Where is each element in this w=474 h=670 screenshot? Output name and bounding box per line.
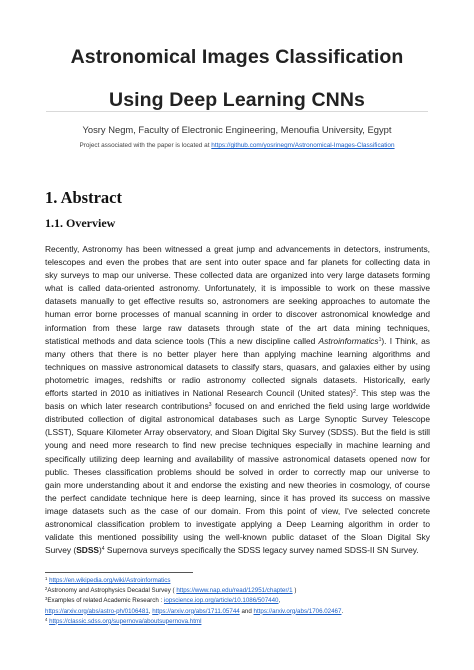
- footnote-number: 3: [45, 596, 48, 602]
- paragraph-line: [45, 335, 430, 348]
- footnote-link[interactable]: https://www.nap.edu/read/12951/chapter/1: [176, 587, 293, 595]
- footnote-link[interactable]: https://arxiv.org/abs/1706.02467: [253, 607, 342, 615]
- footnote-divider: [45, 572, 193, 573]
- paragraph-line: gain more understanding about it and endorse the existing and new theories in cosmology, of course: [45, 479, 430, 490]
- footnote-link[interactable]: https://arxiv.org/abs/astro-ph/0106481: [45, 607, 149, 615]
- paragraph-line: [45, 387, 430, 400]
- paragraph-line: human error borne processes of manual scanning in order to discover astronomical knowledge and: [45, 309, 430, 320]
- paragraph-line: Recently, Astronomy has been witnessed a great jump and advancements in detectors, instruments,: [45, 244, 430, 254]
- footnote-4: [45, 617, 445, 627]
- paragraph-line: validate this mentioned possibility using the well-known public dataset of the Sloan Digital Sky: [45, 532, 430, 543]
- footnote-number: 2: [45, 586, 48, 592]
- paragraph-text: efforts started in 2010 as initiatives in National Research Council (United states): [45, 388, 354, 399]
- paragraph-line: [45, 544, 430, 557]
- section-heading: 1. Abstract: [45, 188, 122, 207]
- footnote-ref[interactable]: 1: [378, 336, 382, 343]
- paragraph-line: [45, 400, 430, 413]
- paragraph-line: image datasets such as the case of our domain. From this point of view, I've selected concrete: [45, 505, 430, 516]
- paragraph-line: what is called data-oriented astronomy. Unfortunately, it is impossible to work on these massive: [45, 283, 430, 294]
- paragraph-text: Survey (: [45, 545, 77, 556]
- paragraph-text: ): [99, 545, 102, 556]
- project-note-text: Project associated with the paper is located at: [79, 142, 210, 149]
- paragraph-line: photometric images, redshifts or radio astronomy collected signals datasets. Historically, early: [45, 374, 430, 385]
- footnote-ref[interactable]: 4: [101, 546, 105, 553]
- sdss-term: SDSS: [76, 545, 99, 556]
- paragraph-line: techniques on massive astronomical datasets to classify stars, quasars, and galaxies either by using: [45, 361, 430, 372]
- footnote-1: [45, 576, 445, 586]
- paragraph-text: basis on which later research contributions: [45, 401, 209, 412]
- footnote-number: 1: [45, 576, 48, 581]
- footnote-text: Astronomy and Astrophysics Decadal Survey (: [47, 587, 175, 595]
- footnote-text: ): [294, 587, 297, 595]
- footnote-link[interactable]: https://classic.sdss.org/supernova/aboutsupernova.html: [49, 617, 202, 625]
- paragraph-line: specifically utilizing deep learning and availability of massive astronomical datasets opened now for: [45, 453, 430, 464]
- project-link[interactable]: https://github.com/yosrinegm/Astronomical-Images-Classification: [211, 142, 395, 149]
- paper-title-line-2: Using Deep Learning CNNs: [109, 89, 365, 111]
- footnote-link[interactable]: https://en.wikipedia.org/wiki/Astroinformatics: [49, 577, 171, 584]
- abstract-paragraph: [45, 243, 430, 557]
- footnote-link[interactable]: iopscience.iop.org/article/10.1086/507440: [163, 597, 279, 605]
- paragraph-line: datasets manually to get effective results so, astronomers are seeking approaches to automate the: [45, 296, 430, 307]
- title-divider: [46, 111, 428, 112]
- footnote-2: [45, 586, 445, 596]
- paragraph-line: (LSST), Square Kilometer Array observatory, and Sloan Digital Sky Survey (SDSS). But the field is still: [45, 427, 430, 438]
- paragraph-line: many others that there is no better player here than applying machine learning algorithms and: [45, 348, 430, 359]
- paragraph-line: the perfect candidate technique here is deep learning, since it has proved its success on massive: [45, 492, 430, 503]
- paragraph-text: statistical methods and data science tools (This a new discipline called: [45, 335, 316, 346]
- paragraph-line: young and need more research to find new precise techniques especially in machine learning and: [45, 440, 430, 451]
- paragraph-line: distributed collection of digital astronomical databases such as Large Synoptic Survey Telescope: [45, 414, 430, 425]
- paragraph-text: . This step was the: [355, 388, 430, 399]
- paragraph-text: focused on and enriched the field using large worldwide: [211, 401, 430, 412]
- paragraph-line: information from these large raw datasets through state of the art data mining techniques,: [45, 322, 430, 333]
- footnote-text: Examples of related Academic Research :: [47, 597, 163, 605]
- paragraph-text: Supernova surveys specifically the SDSS legacy survey named SDSS-II SN Survey.: [104, 545, 419, 556]
- paragraph-line: telescopes and even the probes that are sent into outer space and far planets for collecting data in: [45, 257, 430, 268]
- paragraph-line: astronomical classification problem to investigate applying a Deep Learning algorithm in order to: [45, 518, 430, 529]
- footnote-ref[interactable]: 2: [353, 389, 356, 396]
- paragraph-text: ). I Think, as: [381, 335, 430, 346]
- footnote-3-cont: https://arxiv.org/abs/astro-ph/0106481, https://arxiv.org/abs/1711.05744 and https://arxiv.org/abs/1706.02467.: [45, 607, 344, 615]
- paragraph-line: sky surveys to map our universe. These collected data are organized into very large datasets forming: [45, 270, 430, 281]
- footnotes: [45, 576, 445, 627]
- subsection-heading: 1.1. Overview: [45, 216, 116, 230]
- author-affiliation: Yosry Negm, Faculty of Electronic Engineering, Menoufia University, Egypt: [82, 124, 392, 135]
- project-note: [0, 142, 474, 149]
- footnote-link[interactable]: https://arxiv.org/abs/1711.05744: [152, 607, 240, 615]
- footnote-ref[interactable]: 3: [208, 402, 212, 409]
- paragraph-line: public. Theses classification problems should be solved in order to correctly map our universe to: [45, 466, 430, 477]
- footnote-3: $^3$Examples of related Academic Research : iopscience.iop.org/article/10.1086/507440,: [45, 596, 281, 605]
- footnote-text: and: [241, 607, 252, 615]
- astroinformatics-term: Astroinformatics: [318, 335, 379, 346]
- footnote-number: 4: [45, 616, 48, 622]
- paper-title-line-1: Astronomical Images Classification: [70, 46, 404, 68]
